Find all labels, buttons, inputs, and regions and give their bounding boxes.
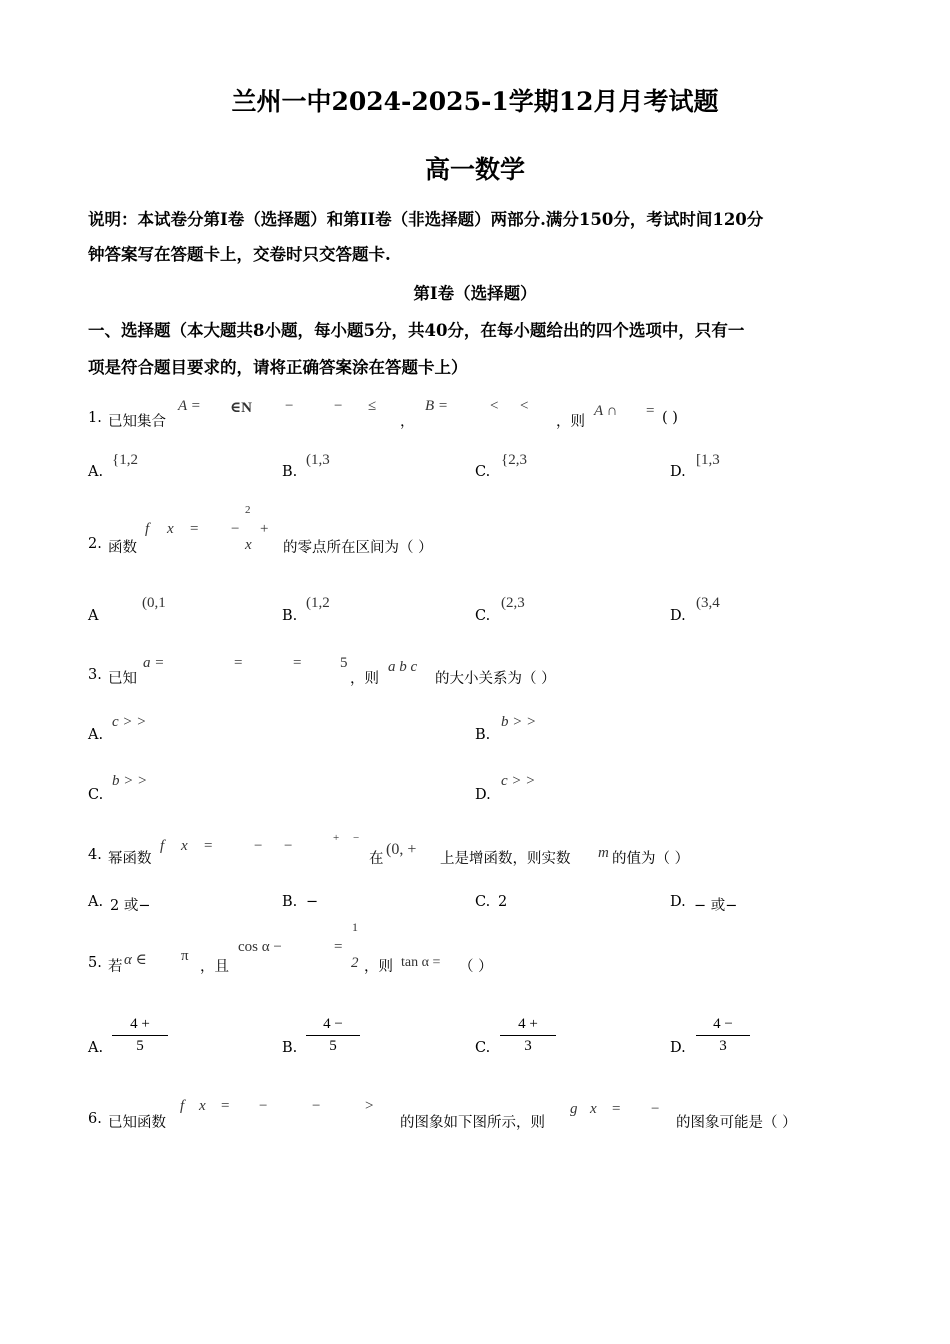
option-value: {2,3 [501,452,527,468]
fraction-bar [306,1035,360,1036]
question-number: 6. [88,1111,102,1127]
math-fragment: π [181,948,189,964]
math-fragment: m [598,845,609,861]
question-number: 1. [88,410,102,426]
question-text: 的图象可能是（ ） [676,1115,797,1131]
math-fragment: f [145,521,150,537]
fraction-bar [500,1035,556,1036]
question-text: 的大小关系为（ ） [435,671,556,687]
math-fragment: − [312,1098,321,1114]
fraction-bar [112,1035,168,1036]
question-number: 2. [88,536,102,552]
math-fragment: = [190,521,199,537]
option-label: B. [282,894,298,910]
option-label: B. [282,608,298,624]
math-fragment: A = [178,398,201,414]
math-fragment: = [293,655,302,671]
math-fragment: g [570,1101,578,1117]
question-number: 5. [88,955,102,971]
option-label: C. [475,464,491,480]
math-fragment: 1 [352,920,358,934]
question-text: ，则 [556,414,585,430]
math-fragment: − [285,398,294,414]
fraction-denominator: 5 [136,1038,144,1054]
option-value: (2,3 [501,595,525,611]
question-text: 函数 [108,540,137,556]
math-fragment: = [334,939,343,955]
math-fragment: x [199,1098,206,1114]
option-value: (1,2 [306,595,330,611]
option-label: C. [88,787,104,803]
math-fragment: A ∩ [594,403,618,419]
question-text: ，且 [200,959,229,975]
math-fragment: > [365,1098,374,1114]
option-label: A. [88,727,104,743]
option-label: D. [475,787,491,803]
option-value: c > > [112,714,147,730]
fraction-denominator: 3 [719,1038,727,1054]
math-fragment: f [160,838,165,854]
math-fragment: ∈N [230,400,252,416]
option-label: A [88,608,99,624]
section-heading-line1: 一、选择题（本大题共8小题，每小题5分，共40分，在每小题给出的四个选项中，只有一 [88,321,745,340]
question-text: 的图象如下图所示，则 [400,1115,545,1131]
question-text: ，则 [350,671,379,687]
option-label: B. [282,1040,298,1056]
math-fragment: (0, + [386,841,417,858]
math-fragment: − [651,1101,660,1117]
option-label: D. [670,464,686,480]
math-fragment: − [353,832,360,844]
math-fragment: 2 [245,504,251,516]
option-value: b > > [501,714,537,730]
math-fragment: − [259,1098,268,1114]
exam-title: 兰州一中2024-2025-1学期12月月考试题 [231,87,719,116]
question-text: 已知函数 [108,1115,166,1131]
option-value: [1,3 [696,452,720,468]
option-label: A. [88,464,104,480]
option-value: (3,4 [696,595,720,611]
math-fragment: 2 [351,955,359,971]
option-label: D. [670,608,686,624]
option-value: − 或− [694,898,738,914]
math-fragment: = [204,838,213,854]
option-fraction [696,1016,750,1055]
option-label: D. [670,1040,686,1056]
option-value: (0,1 [142,595,166,611]
fraction-numerator: 4 − [713,1016,733,1032]
math-fragment: = [646,403,655,419]
question-text: 在 [369,851,384,867]
option-label: C. [475,608,491,624]
fraction-denominator: 5 [329,1038,337,1054]
fraction-denominator: 3 [524,1038,532,1054]
question-text: 幂函数 [108,851,152,867]
question-number: 4. [88,847,102,863]
math-fragment: tan α = [401,955,441,970]
section-heading-line2: 项是符合题目要求的，请将正确答案涂在答题卡上） [88,358,468,377]
math-fragment: α ∈ [124,952,147,968]
option-value: c > > [501,773,536,789]
question-text: 上是增函数，则实数 [440,851,571,867]
question-text: 若 [108,959,123,975]
punctuation: ， [400,414,415,430]
answer-paren: （ ） [459,959,493,975]
question-text: 已知 [108,671,137,687]
exam-subtitle: 高一数学 [424,155,525,184]
math-fragment: − [231,521,240,537]
option-fraction [112,1016,168,1055]
question-text: ，则 [364,959,393,975]
math-fragment: cos α − [238,939,282,955]
math-fragment: = [234,655,243,671]
math-fragment: = [221,1098,230,1114]
answer-paren: ( ) [662,410,678,426]
option-label: C. [475,894,491,910]
math-fragment: − [254,838,263,854]
question-text: 的值为（ ） [612,851,690,867]
option-value: {1,2 [112,452,138,468]
math-fragment: − [334,398,343,414]
option-label: B. [475,727,491,743]
math-fragment: < [520,398,529,414]
option-fraction [500,1016,556,1055]
math-fragment: a b c [388,659,418,675]
math-fragment: x [245,537,252,553]
question-text: 已知集合 [108,414,166,430]
math-fragment: a = [143,655,165,671]
option-label: B. [282,464,298,480]
math-fragment: x [181,838,188,854]
option-fraction [306,1016,360,1055]
question-number: 3. [88,667,102,683]
option-label: C. [475,1040,491,1056]
option-label: D. [670,894,686,910]
math-fragment: x [167,521,174,537]
instructions-line2: 钟答案写在答题卡上，交卷时只交答题卡. [88,245,391,264]
math-fragment: f [180,1098,185,1114]
fraction-numerator: 4 + [130,1016,150,1032]
math-fragment: B = [425,398,449,414]
part1-title: 第I卷（选择题） [413,284,537,303]
math-fragment: ≤ [368,398,377,414]
fraction-bar [696,1035,750,1036]
option-label: A. [88,1040,104,1056]
math-fragment: x [590,1101,597,1117]
question-text: 的零点所在区间为（ ） [283,540,433,556]
option-label: A. [88,894,104,910]
math-fragment: 5 [340,655,348,671]
fraction-numerator: 4 − [323,1016,343,1032]
math-fragment: < [490,398,499,414]
math-fragment: + [333,832,340,844]
fraction-numerator: 4 + [518,1016,538,1032]
option-value: 2 [498,894,508,910]
math-fragment: + [260,521,269,537]
math-fragment: − [284,838,293,854]
option-value: (1,3 [306,452,330,468]
option-value: 2 或− [110,898,151,914]
instructions-line1: 说明：本试卷分第I卷（选择题）和第II卷（非选择题）两部分.满分150分，考试时间120分 [88,210,764,229]
option-value: − [306,894,319,910]
math-fragment: = [612,1101,621,1117]
option-value: b > > [112,773,148,789]
